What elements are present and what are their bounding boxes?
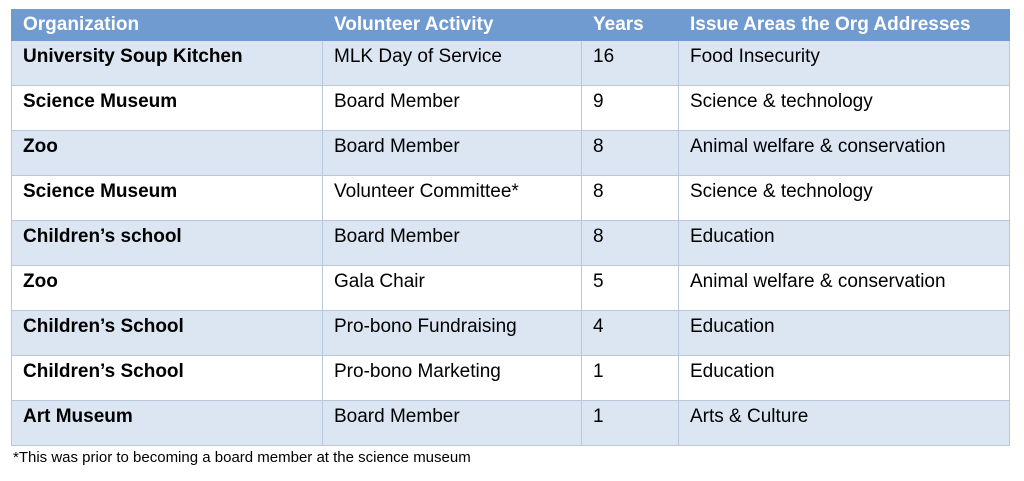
activity-text: Board Member (334, 406, 460, 427)
table-row (12, 266, 1010, 311)
cell-organization (12, 311, 323, 356)
years-text: 1 (593, 361, 604, 382)
organization-text: Science Museum (23, 181, 178, 202)
cell-organization (12, 356, 323, 401)
activity-text: MLK Day of Service (334, 46, 502, 67)
cell-organization (12, 131, 323, 176)
header-years: Years (582, 10, 679, 41)
cell-issue (679, 86, 1010, 131)
years-text: 4 (593, 316, 604, 337)
cell-activity (323, 401, 582, 446)
cell-activity (323, 131, 582, 176)
cell-issue (679, 176, 1010, 221)
issue-text: Arts & Culture (690, 406, 809, 427)
volunteer-table-container (11, 9, 1009, 446)
cell-issue (679, 356, 1010, 401)
issue-text: Science & technology (690, 181, 873, 202)
activity-text: Board Member (334, 226, 460, 247)
organization-text: Zoo (23, 271, 58, 292)
cell-years (582, 131, 679, 176)
issue-text: Education (690, 316, 775, 337)
cell-activity (323, 41, 582, 86)
cell-issue (679, 401, 1010, 446)
organization-text: University Soup Kitchen (23, 46, 243, 67)
cell-organization (12, 401, 323, 446)
table-row (12, 311, 1010, 356)
cell-issue (679, 131, 1010, 176)
years-text: 5 (593, 271, 604, 292)
volunteer-table (11, 9, 1010, 446)
years-text: 9 (593, 91, 604, 112)
table-row (12, 401, 1010, 446)
issue-text: Food Insecurity (690, 46, 820, 67)
years-text: 1 (593, 406, 604, 427)
cell-years (582, 311, 679, 356)
table-row (12, 221, 1010, 266)
table-header-row (12, 10, 1010, 41)
organization-text: Children’s School (23, 316, 184, 337)
cell-years (582, 221, 679, 266)
organization-text: Children’s School (23, 361, 184, 382)
cell-years (582, 356, 679, 401)
activity-text: Board Member (334, 91, 460, 112)
activity-text: Volunteer Committee* (334, 181, 519, 202)
organization-text: Art Museum (23, 406, 133, 427)
years-text: 16 (593, 46, 615, 67)
cell-activity (323, 356, 582, 401)
activity-text: Pro-bono Fundraising (334, 316, 517, 337)
footnote: *This was prior to becoming a board member at the science museum (13, 449, 471, 466)
cell-years (582, 41, 679, 86)
activity-text: Board Member (334, 136, 460, 157)
cell-activity (323, 221, 582, 266)
issue-text: Education (690, 226, 775, 247)
activity-text: Gala Chair (334, 271, 425, 292)
cell-activity (323, 311, 582, 356)
cell-organization (12, 176, 323, 221)
years-text: 8 (593, 136, 604, 157)
cell-organization (12, 86, 323, 131)
header-organization: Organization (12, 10, 323, 41)
cell-activity (323, 266, 582, 311)
cell-organization (12, 221, 323, 266)
cell-years (582, 176, 679, 221)
years-text: 8 (593, 226, 604, 247)
cell-issue (679, 311, 1010, 356)
cell-organization (12, 41, 323, 86)
cell-years (582, 266, 679, 311)
cell-issue (679, 41, 1010, 86)
table-row (12, 356, 1010, 401)
cell-activity (323, 176, 582, 221)
table-row (12, 86, 1010, 131)
table-row (12, 41, 1010, 86)
header-volunteer-activity: Volunteer Activity (323, 10, 582, 41)
cell-activity (323, 86, 582, 131)
issue-text: Science & technology (690, 91, 873, 112)
issue-text: Education (690, 361, 775, 382)
years-text: 8 (593, 181, 604, 202)
header-issue-areas: Issue Areas the Org Addresses (679, 10, 1010, 41)
issue-text: Animal welfare & conservation (690, 136, 946, 157)
cell-organization (12, 266, 323, 311)
cell-issue (679, 221, 1010, 266)
activity-text: Pro-bono Marketing (334, 361, 501, 382)
table-row (12, 176, 1010, 221)
organization-text: Children’s school (23, 226, 182, 247)
table-row (12, 131, 1010, 176)
cell-years (582, 86, 679, 131)
organization-text: Zoo (23, 136, 58, 157)
issue-text: Animal welfare & conservation (690, 271, 946, 292)
cell-issue (679, 266, 1010, 311)
organization-text: Science Museum (23, 91, 178, 112)
cell-years (582, 401, 679, 446)
